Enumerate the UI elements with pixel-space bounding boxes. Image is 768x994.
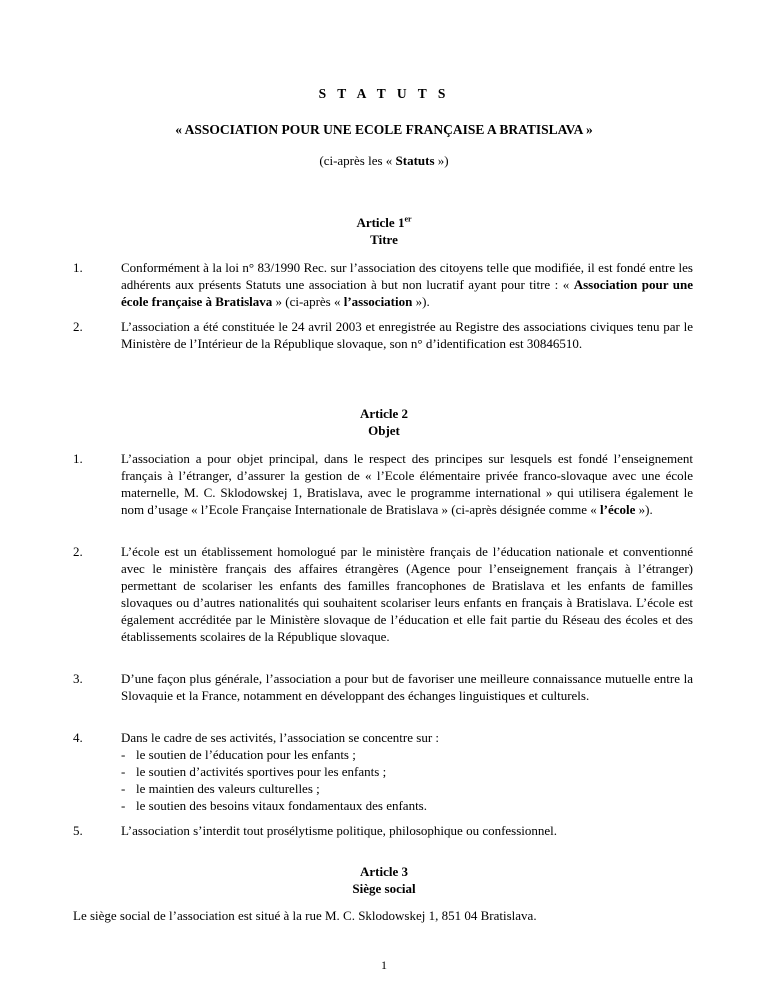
item-text-bold: Association pour une école française à Bratislava: [121, 277, 693, 309]
list-item-text: le soutien de l’éducation pour les enfants ;: [136, 747, 356, 762]
bullet-dash: -: [121, 747, 126, 762]
item-text-bold: l’école: [600, 502, 636, 517]
article-1-title: Titre: [370, 232, 398, 247]
bullet-dash: -: [121, 798, 126, 813]
article-1-heading: [0, 214, 768, 248]
item-text: [121, 729, 693, 814]
list-item: [121, 763, 693, 780]
item-number: 1.: [73, 260, 83, 275]
item-text: [121, 450, 693, 518]
note-suffix: »): [434, 153, 449, 168]
list-item: [121, 780, 693, 797]
list-item: [121, 746, 693, 763]
article-3-number: Article 3: [359, 864, 408, 879]
list-item-text: le soutien d’activités sportives pour les enfants ;: [136, 764, 387, 779]
document-subtitle: « ASSOCIATION POUR UNE ECOLE FRANÇAISE A BRATISLAVA »: [175, 122, 593, 137]
article-2-title: Objet: [368, 423, 400, 438]
item-text-part: Conformément à la loi n° 83/1990 Rec. sur l’association des citoyens telle que modifiée, il est fondé entre les adhérents aux présents Statuts une association à but non lucratif ayant pour titre : «: [121, 260, 693, 292]
article-2-number: Article 2: [359, 406, 408, 421]
note-bold: Statuts: [395, 153, 435, 168]
document-title: S T A T U T S: [318, 86, 450, 101]
item-number: 1.: [73, 451, 83, 466]
list-item: [121, 797, 693, 814]
article-3-text: Le siège social de l’association est situé à la rue M. C. Sklodowskej 1, 851 04 Bratislava.: [73, 908, 537, 923]
item-text-part: » (ci-après «: [272, 294, 344, 309]
bullet-dash: -: [121, 764, 126, 779]
item-number: 5.: [73, 823, 83, 838]
item-number: 2.: [73, 319, 83, 334]
document-note: [0, 153, 768, 169]
article-3-title: Siège social: [352, 881, 416, 896]
item-text: L’association a été constituée le 24 avril 2003 et enregistrée au Registre des associations civiques tenu par le Ministère de l’Intérieur de la République slovaque, son n° d’identification est 30846510.: [121, 319, 693, 351]
article-1-number: [0, 214, 768, 231]
item-text: L’association s’interdit tout prosélytisme politique, philosophique ou confessionnel.: [121, 823, 558, 838]
article-1-label: Article 1: [356, 215, 405, 230]
list-item-text: le maintien des valeurs culturelles ;: [136, 781, 320, 796]
article-2-heading: [0, 405, 768, 439]
note-prefix: (ci-après les «: [319, 153, 396, 168]
item-text-part: »).: [412, 294, 430, 309]
list-item-text: le soutien des besoins vitaux fondamentaux des enfants.: [136, 798, 427, 813]
item-text: D’une façon plus générale, l’association a pour but de favoriser une meilleure connaissance mutuelle entre la Slovaquie et la France, notamment en développant des échanges linguistiques et culturels.: [121, 671, 693, 703]
item-text-part: »).: [635, 502, 653, 517]
page-number: 1: [381, 958, 387, 972]
bullet-dash: -: [121, 781, 126, 796]
item-number: 4.: [73, 730, 83, 745]
item-text-part: L’association a pour objet principal, dans le respect des principes sur lesquels est fondé l’enseignement français à l’étranger, d’assurer la gestion de « l’Ecole élémentaire privée franco-slovaque avec une école maternelle, M. C. Sklodowskej 1, Bratislava, avec le programme international » qui utilisera également le nom d’usage « l’Ecole Française Internationale de Bratislava » (ci-après désignée comme «: [121, 451, 693, 517]
item-intro: Dans le cadre de ses activités, l’association se concentre sur :: [121, 730, 440, 745]
article-1-superscript: er: [404, 214, 412, 224]
item-text: L’école est un établissement homologué par le ministère français de l’éducation nationale et conventionné avec le ministère français des affaires étrangères (Agence pour l’enseignement français à l’étranger) permettant de scolariser les enfants des familles francophones de Bratislava et les enfants de familles slovaques ou d’autres nationalités qui souhaitent scolariser leurs enfants en français à Bratislava. L’école est également accréditée par le Ministère slovaque de l’éducation et elle fait partie du Réseau des écoles et des établissements scolaires de la République slovaque.: [121, 544, 693, 644]
item-text-bold: l’association: [343, 294, 413, 309]
article-3-heading: [0, 863, 768, 897]
item-text: [121, 259, 693, 310]
item-number: 3.: [73, 671, 83, 686]
item-number: 2.: [73, 544, 83, 559]
